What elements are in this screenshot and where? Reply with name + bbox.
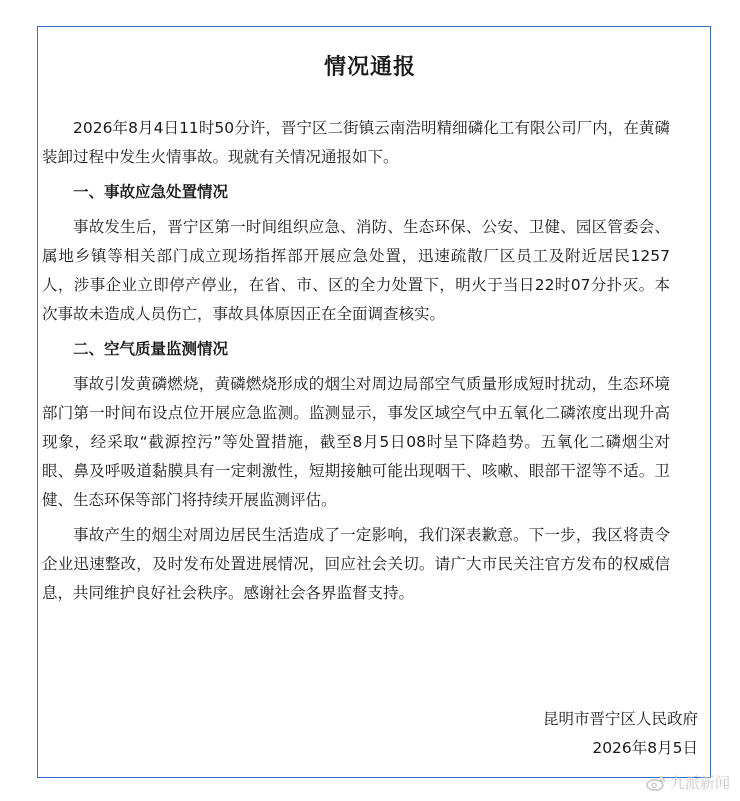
section2-heading: 二、空气质量监测情况 [73, 340, 229, 358]
watermark [646, 772, 730, 793]
signature-date: 2026年8月5日 [592, 739, 698, 757]
intro-paragraph: 2026年8月4日11时50分许，晋宁区二街镇云南浩明精细磷化工有限公司厂内，在黄磷装卸过程中发生火情事故。现就有关情况通报如下。 [42, 119, 670, 166]
closing-paragraph: 事故产生的烟尘对周边居民生活造成了一定影响，我们深表歉意。下一步，我区将责令企业迅速整改，及时发布处置进展情况，回应社会关切。请广大市民关注官方发布的权威信息，共同维护良好社会秩序。感谢社会各界监督支持。 [42, 526, 670, 602]
notice-title: 情况通报 [323, 55, 416, 80]
weibo-icon [646, 775, 666, 791]
notice-body [42, 114, 670, 614]
signature-org: 昆明市晋宁区人民政府 [542, 710, 698, 728]
watermark-text: 九派新闻 [669, 774, 730, 792]
section1-paragraph: 事故发生后，晋宁区第一时间组织应急、消防、生态环保、公安、卫健、园区管委会、属地乡镇等相关部门成立现场指挥部开展应急处置，迅速疏散厂区员工及附近居民1257人，涉事企业立即停产停业，在省、市、区的全力处置下，明火于当日22时07分扑灭。本次事故未造成人员伤亡，事故具体原因正在全面调查核实。 [42, 218, 670, 323]
section1-heading: 一、事故应急处置情况 [73, 183, 229, 201]
section2-paragraph: 事故引发黄磷燃烧，黄磷燃烧形成的烟尘对周边局部空气质量形成短时扰动，生态环境部门第一时间布设点位开展应急监测。监测显示，事发区域空气中五氧化二磷浓度出现升高现象，经采取“截源控污”等处置措施，截至8月5日08时呈下降趋势。五氧化二磷烟尘对眼、鼻及呼吸道黏膜具有一定刺激性，短期接触可能出现咽干、咳嗽、眼部干涩等不适。卫健、生态环保等部门将持续开展监测评估。 [42, 375, 670, 509]
